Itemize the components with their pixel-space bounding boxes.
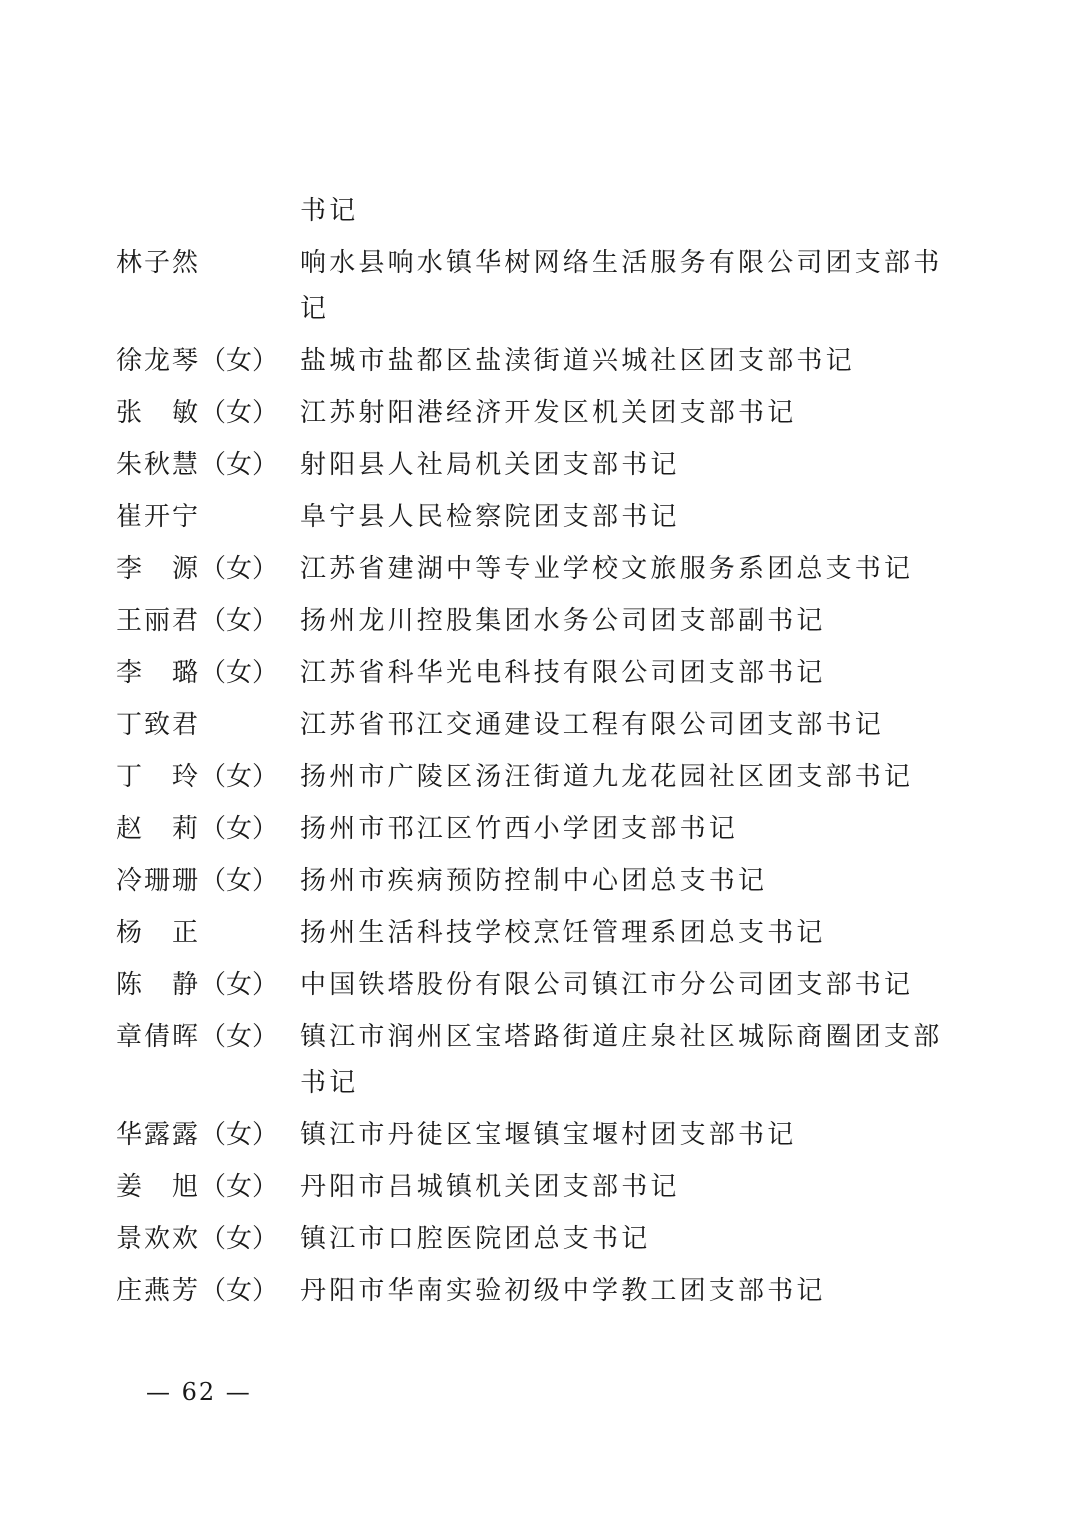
person-name-text: 王丽君 bbox=[116, 606, 201, 636]
list-item bbox=[116, 962, 946, 1008]
position-title: 江苏省建湖中等专业学校文旅服务系团总支书记 bbox=[300, 554, 914, 584]
gender-note: （女） bbox=[200, 398, 279, 428]
position-title: 扬州生活科技学校烹饪管理系团总支书记 bbox=[300, 918, 826, 948]
list-item bbox=[116, 1268, 946, 1314]
gender-note: （女） bbox=[200, 606, 279, 636]
person-name-text: 徐龙琴 bbox=[116, 346, 201, 376]
list-item bbox=[116, 858, 946, 904]
gender-note: （女） bbox=[200, 970, 279, 1000]
gender-note: （女） bbox=[200, 814, 279, 844]
position-title: 扬州市广陵区汤汪街道九龙花园社区团支部书记 bbox=[300, 762, 914, 792]
gender-note: （女） bbox=[200, 1120, 279, 1150]
person-name-text: 林子然 bbox=[116, 248, 201, 278]
person-name-text: 朱秋慧 bbox=[116, 450, 201, 480]
person-name-text: 崔开宁 bbox=[116, 502, 201, 532]
position-title: 中国铁塔股份有限公司镇江市分公司团支部书记 bbox=[300, 970, 914, 1000]
list-item bbox=[116, 598, 946, 644]
position-title: 扬州市疾病预防控制中心团总支书记 bbox=[300, 866, 768, 896]
person-name-text: 杨 正 bbox=[116, 918, 201, 948]
person-name bbox=[116, 910, 300, 956]
gender-note: （女） bbox=[200, 450, 279, 480]
gender-note: （女） bbox=[200, 1276, 279, 1306]
list-item bbox=[116, 338, 946, 384]
gender-note: （女） bbox=[200, 1022, 279, 1052]
list-item bbox=[116, 1112, 946, 1158]
person-name bbox=[116, 390, 300, 436]
list-item bbox=[116, 1014, 946, 1106]
position-title: 射阳县人社局机关团支部书记 bbox=[300, 450, 680, 480]
name-list bbox=[116, 188, 946, 1320]
person-name bbox=[116, 1268, 300, 1314]
position-title: 阜宁县人民检察院团支部书记 bbox=[300, 502, 680, 532]
person-name bbox=[116, 1216, 300, 1262]
person-name bbox=[116, 1014, 300, 1060]
gender-note: （女） bbox=[200, 866, 279, 896]
person-name-text: 张 敏 bbox=[116, 398, 201, 428]
person-name-text: 丁致君 bbox=[116, 710, 201, 740]
page-number: — 62 — bbox=[146, 1378, 252, 1406]
position-title: 江苏省科华光电科技有限公司团支部书记 bbox=[300, 658, 826, 688]
gender-note: （女） bbox=[200, 762, 279, 792]
position-title: 江苏射阳港经济开发区机关团支部书记 bbox=[300, 398, 797, 428]
person-name-text: 章倩晖 bbox=[116, 1022, 201, 1052]
person-name bbox=[116, 338, 300, 384]
person-name bbox=[116, 806, 300, 852]
person-name-text: 景欢欢 bbox=[116, 1224, 201, 1254]
list-item bbox=[116, 546, 946, 592]
person-name bbox=[116, 442, 300, 488]
person-name bbox=[116, 546, 300, 592]
gender-note: （女） bbox=[200, 554, 279, 584]
position-title: 扬州市邗江区竹西小学团支部书记 bbox=[300, 814, 739, 844]
list-item bbox=[116, 390, 946, 436]
person-name-text: 冷珊珊 bbox=[116, 866, 201, 896]
person-name bbox=[116, 754, 300, 800]
list-item bbox=[116, 806, 946, 852]
position-title: 响水县响水镇华树网络生活服务有限公司团支部书记 bbox=[300, 248, 943, 324]
person-name-text: 陈 静 bbox=[116, 970, 201, 1000]
gender-note: （女） bbox=[200, 1224, 279, 1254]
position-title: 镇江市润州区宝塔路街道庄泉社区城际商圈团支部书记 bbox=[300, 1022, 943, 1098]
person-name bbox=[116, 962, 300, 1008]
gender-note: （女） bbox=[200, 1172, 279, 1202]
list-item bbox=[116, 910, 946, 956]
person-name bbox=[116, 650, 300, 696]
position-title: 盐城市盐都区盐渎街道兴城社区团支部书记 bbox=[300, 346, 855, 376]
person-name-text: 李 璐 bbox=[116, 658, 201, 688]
person-name bbox=[116, 240, 300, 286]
person-name-text: 庄燕芳 bbox=[116, 1276, 201, 1306]
gender-note: （女） bbox=[200, 346, 279, 376]
list-item bbox=[116, 702, 946, 748]
person-name-text: 华露露 bbox=[116, 1120, 201, 1150]
person-name bbox=[116, 1112, 300, 1158]
position-title: 镇江市丹徒区宝堰镇宝堰村团支部书记 bbox=[300, 1120, 797, 1150]
person-name bbox=[116, 598, 300, 644]
list-item bbox=[116, 650, 946, 696]
position-title: 丹阳市华南实验初级中学教工团支部书记 bbox=[300, 1276, 826, 1306]
person-name bbox=[116, 1164, 300, 1210]
person-name bbox=[116, 702, 300, 748]
person-name bbox=[116, 858, 300, 904]
list-item-continuation bbox=[116, 188, 946, 234]
person-name-text: 赵 莉 bbox=[116, 814, 201, 844]
person-name bbox=[116, 494, 300, 540]
entries-container bbox=[116, 240, 946, 1314]
list-item bbox=[116, 1216, 946, 1262]
gender-note: （女） bbox=[200, 658, 279, 688]
person-name-text: 姜 旭 bbox=[116, 1172, 201, 1202]
person-name-text: 李 源 bbox=[116, 554, 201, 584]
list-item bbox=[116, 494, 946, 540]
list-item bbox=[116, 240, 946, 332]
list-item bbox=[116, 442, 946, 488]
list-item bbox=[116, 754, 946, 800]
continuation-title: 书记 bbox=[300, 196, 359, 226]
person-name-text: 丁 玲 bbox=[116, 762, 201, 792]
position-title: 丹阳市吕城镇机关团支部书记 bbox=[300, 1172, 680, 1202]
list-item bbox=[116, 1164, 946, 1210]
position-title: 镇江市口腔医院团总支书记 bbox=[300, 1224, 651, 1254]
position-title: 江苏省邗江交通建设工程有限公司团支部书记 bbox=[300, 710, 885, 740]
position-title: 扬州龙川控股集团水务公司团支部副书记 bbox=[300, 606, 826, 636]
